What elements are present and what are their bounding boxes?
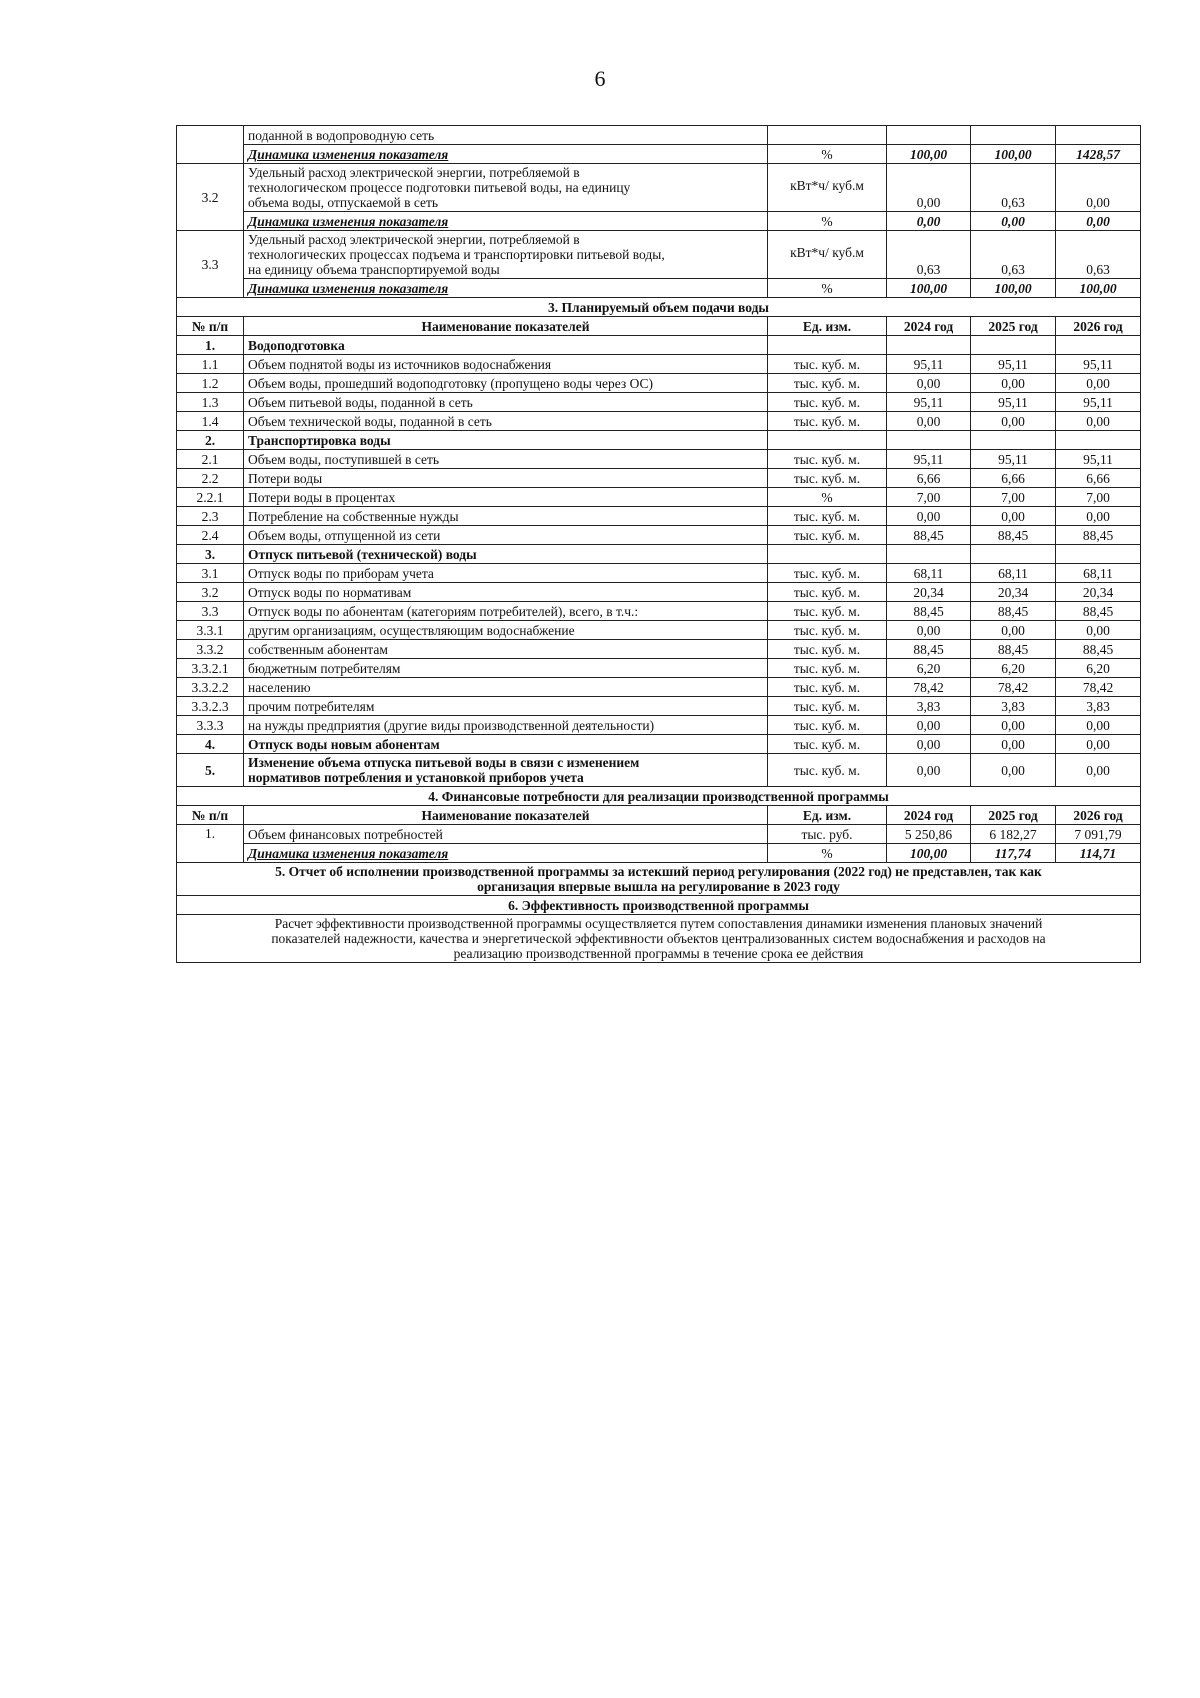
value-2026: 0,00	[1056, 374, 1141, 393]
value-2026: 3,83	[1056, 697, 1141, 716]
value-2024: 0,00	[887, 374, 971, 393]
value-2026: 0,63	[1056, 231, 1141, 279]
header-unit: Ед. изм.	[768, 806, 887, 825]
table-row	[177, 507, 1141, 526]
section-3-title: 3. Планируемый объем подачи воды	[177, 298, 1141, 317]
row-number: 2.2.1	[177, 488, 244, 507]
row-number: 1.1	[177, 355, 244, 374]
table-row	[177, 374, 1141, 393]
row-number: 5.	[177, 754, 244, 787]
row-number: 3.3.1	[177, 621, 244, 640]
row-unit: кВт*ч/ куб.м	[768, 164, 887, 212]
table-row	[177, 602, 1141, 621]
row-number: 3.3.2.1	[177, 659, 244, 678]
table-row	[177, 825, 1141, 844]
dynamics-label: Динамика изменения показателя	[244, 279, 768, 298]
header-number: № п/п	[177, 317, 244, 336]
table-header-row	[177, 806, 1141, 825]
header-2024: 2024 год	[887, 317, 971, 336]
row-unit: тыс. куб. м.	[768, 469, 887, 488]
header-2026: 2026 год	[1056, 806, 1141, 825]
row-name-line: Удельный расход электрической энергии, потребляемой в	[248, 232, 580, 247]
value-2026: 0,00	[1056, 735, 1141, 754]
value-2025	[971, 545, 1056, 564]
row-name: прочим потребителям	[244, 697, 768, 716]
value-2026: 88,45	[1056, 640, 1141, 659]
value-2026: 114,71	[1056, 844, 1141, 863]
dynamics-label: Динамика изменения показателя	[244, 212, 768, 231]
header-2025: 2025 год	[971, 806, 1056, 825]
row-name	[244, 754, 768, 787]
value-2026: 68,11	[1056, 564, 1141, 583]
value-2026	[1056, 431, 1141, 450]
row-number: 1.2	[177, 374, 244, 393]
table-row	[177, 164, 1141, 212]
row-name: Объем поднятой воды из источников водоснабжения	[244, 355, 768, 374]
row-number: 3.1	[177, 564, 244, 583]
value-2024: 78,42	[887, 678, 971, 697]
header-name: Наименование показателей	[244, 317, 768, 336]
value-2026: 1428,57	[1056, 145, 1141, 164]
value-2025: 3,83	[971, 697, 1056, 716]
value-2025: 0,00	[971, 412, 1056, 431]
row-number: 4.	[177, 735, 244, 754]
row-unit: тыс. куб. м.	[768, 754, 887, 787]
row-number: 2.3	[177, 507, 244, 526]
page-number: 6	[594, 66, 606, 91]
section-5-text	[177, 863, 1141, 896]
value-2024: 0,00	[887, 716, 971, 735]
value-2025: 6 182,27	[971, 825, 1056, 844]
value-2024: 95,11	[887, 450, 971, 469]
row-name: Транспортировка воды	[244, 431, 768, 450]
value-2024: 95,11	[887, 355, 971, 374]
table-row	[177, 126, 1141, 145]
value-2024: 88,45	[887, 602, 971, 621]
row-name: собственным абонентам	[244, 640, 768, 659]
row-unit: тыс. куб. м.	[768, 678, 887, 697]
table-row	[177, 754, 1141, 787]
row-unit: тыс. куб. м.	[768, 659, 887, 678]
row-number: 1.	[177, 336, 244, 355]
value-2025: 7,00	[971, 488, 1056, 507]
value-2024: 0,63	[887, 231, 971, 279]
section-5-row	[177, 863, 1141, 896]
value-2025: 100,00	[971, 145, 1056, 164]
value-2024: 88,45	[887, 526, 971, 545]
row-name: Потребление на собственные нужды	[244, 507, 768, 526]
value-2026	[1056, 336, 1141, 355]
row-name: Отпуск питьевой (технической) воды	[244, 545, 768, 564]
table-row	[177, 583, 1141, 602]
value-2024: 88,45	[887, 640, 971, 659]
value-2025: 0,63	[971, 231, 1056, 279]
value-2025: 100,00	[971, 279, 1056, 298]
table-row	[177, 640, 1141, 659]
row-number: 1.	[177, 825, 244, 863]
row-number: 1.3	[177, 393, 244, 412]
row-unit: тыс. куб. м.	[768, 716, 887, 735]
value-2024	[887, 545, 971, 564]
row-name: Объем воды, поступившей в сеть	[244, 450, 768, 469]
row-unit: тыс. куб. м.	[768, 735, 887, 754]
row-name: Объем воды, прошедший водоподготовку (пропущено воды через ОС)	[244, 374, 768, 393]
value-2025	[971, 431, 1056, 450]
value-2025: 0,63	[971, 164, 1056, 212]
dynamics-label: Динамика изменения показателя	[244, 145, 768, 164]
value-2025: 117,74	[971, 844, 1056, 863]
row-name: Объем питьевой воды, поданной в сеть	[244, 393, 768, 412]
header-number: № п/п	[177, 806, 244, 825]
value-2026: 95,11	[1056, 355, 1141, 374]
value-2024: 100,00	[887, 145, 971, 164]
row-unit: тыс. куб. м.	[768, 640, 887, 659]
row-unit	[768, 545, 887, 564]
row-unit: тыс. куб. м.	[768, 583, 887, 602]
value-2025: 6,20	[971, 659, 1056, 678]
row-name-line: на единицу объема транспортируемой воды	[248, 262, 500, 277]
value-2025: 88,45	[971, 640, 1056, 659]
value-2026: 0,00	[1056, 412, 1141, 431]
value-2025: 0,00	[971, 507, 1056, 526]
value-2025: 0,00	[971, 621, 1056, 640]
value-2024: 0,00	[887, 164, 971, 212]
value-2025: 95,11	[971, 450, 1056, 469]
row-unit: %	[768, 279, 887, 298]
value-2024: 20,34	[887, 583, 971, 602]
section-6-text	[177, 915, 1141, 963]
row-number: 3.2	[177, 583, 244, 602]
row-unit	[768, 336, 887, 355]
table-body	[177, 126, 1141, 963]
dynamics-row	[177, 212, 1141, 231]
header-2026: 2026 год	[1056, 317, 1141, 336]
value-2026: 88,45	[1056, 526, 1141, 545]
value-2024: 6,66	[887, 469, 971, 488]
value-2026: 0,00	[1056, 507, 1141, 526]
value-2025: 6,66	[971, 469, 1056, 488]
row-name-line: объема воды, отпускаемой в сеть	[248, 195, 439, 210]
section-6-line: показателей надежности, качества и энергетической эффективности объектов централизованных систем водоснабжения и расходов на	[271, 931, 1046, 946]
table-row	[177, 231, 1141, 279]
row-unit: тыс. куб. м.	[768, 564, 887, 583]
header-2024: 2024 год	[887, 806, 971, 825]
section-4-title: 4. Финансовые потребности для реализации производственной программы	[177, 787, 1141, 806]
header-name: Наименование показателей	[244, 806, 768, 825]
table-row	[177, 564, 1141, 583]
value-2026	[1056, 545, 1141, 564]
table-row	[177, 469, 1141, 488]
row-number: 1.4	[177, 412, 244, 431]
value-2024: 0,00	[887, 754, 971, 787]
value-2026: 95,11	[1056, 393, 1141, 412]
row-number: 2.	[177, 431, 244, 450]
value-2025: 88,45	[971, 602, 1056, 621]
row-unit: %	[768, 212, 887, 231]
value-2026: 95,11	[1056, 450, 1141, 469]
table-row	[177, 488, 1141, 507]
row-number: 3.3.2.3	[177, 697, 244, 716]
row-unit: тыс. куб. м.	[768, 374, 887, 393]
value-2024	[887, 336, 971, 355]
row-name: другим организациям, осуществляющим водоснабжение	[244, 621, 768, 640]
row-name: Объем технической воды, поданной в сеть	[244, 412, 768, 431]
value-2025: 68,11	[971, 564, 1056, 583]
row-name: поданной в водопроводную сеть	[244, 126, 768, 145]
value-2024: 0,00	[887, 735, 971, 754]
value-2024: 5 250,86	[887, 825, 971, 844]
row-number: 3.3.3	[177, 716, 244, 735]
value-2026: 20,34	[1056, 583, 1141, 602]
value-2025: 0,00	[971, 374, 1056, 393]
row-name-line: Изменение объема отпуска питьевой воды в связи с изменением	[248, 755, 640, 770]
row-number: 3.	[177, 545, 244, 564]
row-unit: тыс. куб. м.	[768, 393, 887, 412]
header-unit: Ед. изм.	[768, 317, 887, 336]
row-number: 3.3	[177, 231, 244, 298]
table-row	[177, 431, 1141, 450]
row-unit: тыс. куб. м.	[768, 602, 887, 621]
value-2024: 100,00	[887, 844, 971, 863]
row-name-line: технологических процессах подъема и транспортировки питьевой воды,	[248, 247, 665, 262]
section-6-row	[177, 915, 1141, 963]
row-number: 3.3.2	[177, 640, 244, 659]
table-row	[177, 336, 1141, 355]
table-row	[177, 621, 1141, 640]
row-unit: %	[768, 844, 887, 863]
table-header-row	[177, 317, 1141, 336]
value-2026: 0,00	[1056, 716, 1141, 735]
dynamics-row	[177, 145, 1141, 164]
dynamics-row	[177, 279, 1141, 298]
dynamics-label: Динамика изменения показателя	[244, 844, 768, 863]
table-row	[177, 545, 1141, 564]
value-2025: 78,42	[971, 678, 1056, 697]
row-number: 3.2	[177, 164, 244, 231]
section-title-row	[177, 298, 1141, 317]
table-row	[177, 735, 1141, 754]
production-program-table	[176, 125, 1141, 963]
row-unit: тыс. куб. м.	[768, 450, 887, 469]
value-2026: 0,00	[1056, 212, 1141, 231]
row-name: Отпуск воды по приборам учета	[244, 564, 768, 583]
section-title-row	[177, 787, 1141, 806]
row-name	[244, 231, 768, 279]
row-name: Объем воды, отпущенной из сети	[244, 526, 768, 545]
row-unit: кВт*ч/ куб.м	[768, 231, 887, 279]
table-row	[177, 355, 1141, 374]
value-2026: 7 091,79	[1056, 825, 1141, 844]
row-number: 2.1	[177, 450, 244, 469]
row-unit: тыс. руб.	[768, 825, 887, 844]
value-2024: 95,11	[887, 393, 971, 412]
row-name-line: технологическом процессе подготовки питьевой воды, на единицу	[248, 180, 631, 195]
value-2025	[971, 336, 1056, 355]
header-2025: 2025 год	[971, 317, 1056, 336]
row-name: Объем финансовых потребностей	[244, 825, 768, 844]
row-number	[177, 126, 244, 164]
row-unit: тыс. куб. м.	[768, 621, 887, 640]
value-2025: 95,11	[971, 355, 1056, 374]
section-6-title: 6. Эффективность производственной программы	[177, 896, 1141, 915]
row-name	[244, 164, 768, 212]
value-2024	[887, 431, 971, 450]
row-number: 3.3	[177, 602, 244, 621]
table-row	[177, 450, 1141, 469]
row-unit: тыс. куб. м.	[768, 526, 887, 545]
value-2026: 0,00	[1056, 164, 1141, 212]
row-name: Потери воды в процентах	[244, 488, 768, 507]
row-name: на нужды предприятия (другие виды производственной деятельности)	[244, 716, 768, 735]
section-6-line: Расчет эффективности производственной программы осуществляется путем сопоставления динамики изменения плановых значений	[274, 916, 1043, 931]
row-unit: тыс. куб. м.	[768, 355, 887, 374]
table-row	[177, 716, 1141, 735]
value-2025: 88,45	[971, 526, 1056, 545]
value-2026: 0,00	[1056, 621, 1141, 640]
row-name: Отпуск воды по нормативам	[244, 583, 768, 602]
value-2024: 0,00	[887, 412, 971, 431]
section-5-line: 5. Отчет об исполнении производственной программы за истекший период регулирования (2022 год) не представлен, так как	[275, 864, 1042, 879]
row-name: бюджетным потребителям	[244, 659, 768, 678]
value-2024: 0,00	[887, 507, 971, 526]
value-2026: 7,00	[1056, 488, 1141, 507]
value-2025: 0,00	[971, 754, 1056, 787]
row-unit: тыс. куб. м.	[768, 412, 887, 431]
row-name: Потери воды	[244, 469, 768, 488]
row-number: 3.3.2.2	[177, 678, 244, 697]
value-2025: 0,00	[971, 212, 1056, 231]
value-2025: 0,00	[971, 716, 1056, 735]
value-2025: 20,34	[971, 583, 1056, 602]
value-2024: 6,20	[887, 659, 971, 678]
table-row	[177, 526, 1141, 545]
row-number: 2.4	[177, 526, 244, 545]
value-2026: 78,42	[1056, 678, 1141, 697]
table-row	[177, 393, 1141, 412]
value-2025: 95,11	[971, 393, 1056, 412]
section-title-row	[177, 896, 1141, 915]
table-row	[177, 678, 1141, 697]
value-2026: 6,20	[1056, 659, 1141, 678]
row-unit: %	[768, 488, 887, 507]
row-name-line: нормативов потребления и установкой приборов учета	[248, 770, 584, 785]
row-unit: тыс. куб. м.	[768, 507, 887, 526]
row-unit	[768, 431, 887, 450]
value-2024: 100,00	[887, 279, 971, 298]
dynamics-row	[177, 844, 1141, 863]
table-row	[177, 412, 1141, 431]
value-2026: 100,00	[1056, 279, 1141, 298]
value-2026: 0,00	[1056, 754, 1141, 787]
row-name-line: Удельный расход электрической энергии, потребляемой в	[248, 165, 580, 180]
value-2024: 3,83	[887, 697, 971, 716]
row-name: Водоподготовка	[244, 336, 768, 355]
section-6-line: реализацию производственной программы в течение срока ее действия	[453, 946, 864, 961]
section-5-line: организация впервые вышла на регулирование в 2023 году	[477, 879, 840, 894]
table-row	[177, 659, 1141, 678]
row-unit: тыс. куб. м.	[768, 697, 887, 716]
value-2024: 7,00	[887, 488, 971, 507]
row-name: Отпуск воды по абонентам (категориям потребителей), всего, в т.ч.:	[244, 602, 768, 621]
value-2024: 0,00	[887, 621, 971, 640]
row-unit: %	[768, 145, 887, 164]
value-2024: 0,00	[887, 212, 971, 231]
table-row	[177, 697, 1141, 716]
row-name: населению	[244, 678, 768, 697]
value-2026: 6,66	[1056, 469, 1141, 488]
row-name: Отпуск воды новым абонентам	[244, 735, 768, 754]
value-2024: 68,11	[887, 564, 971, 583]
row-number: 2.2	[177, 469, 244, 488]
value-2026: 88,45	[1056, 602, 1141, 621]
value-2025: 0,00	[971, 735, 1056, 754]
